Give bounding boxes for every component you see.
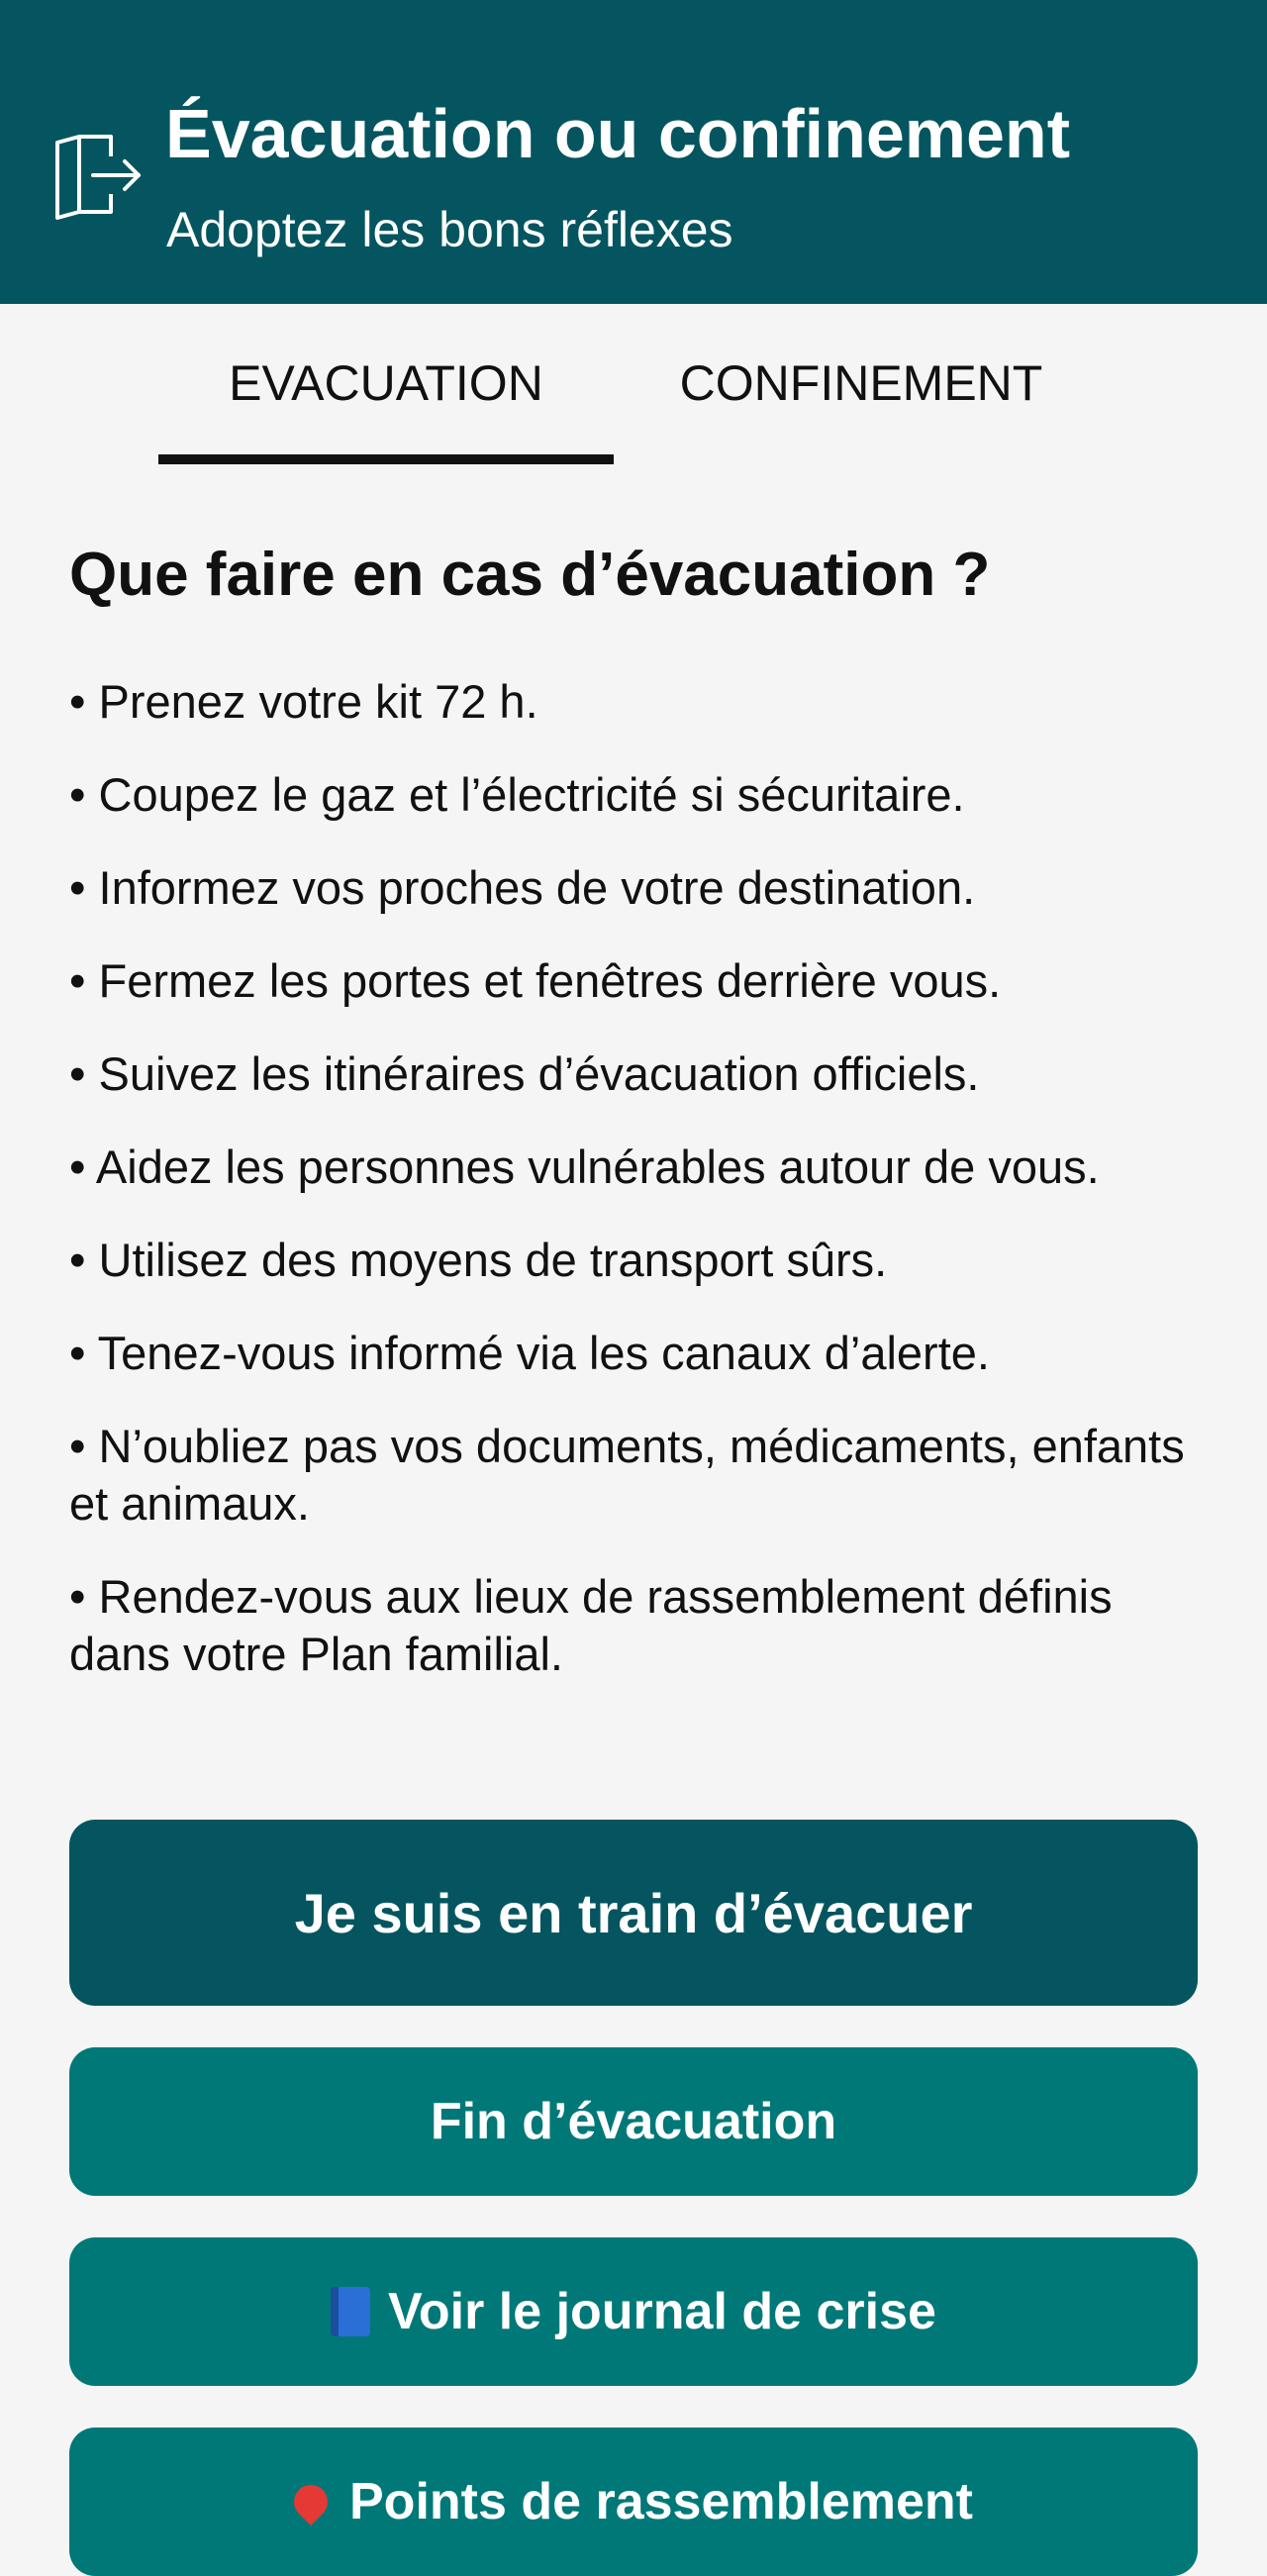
- list-item: • Utilisez des moyens de transport sûrs.: [69, 1234, 888, 1286]
- app-header: [0, 0, 1267, 304]
- list-item: • Aidez les personnes vulnérables autour de vous.: [69, 1140, 1100, 1193]
- map-pin-icon: [287, 2478, 335, 2526]
- section-title: Que faire en cas d’évacuation ?: [69, 541, 991, 609]
- crisis-journal-button[interactable]: [69, 2237, 1198, 2386]
- list-item: • N’oubliez pas vos documents, médicaments, enfants et animaux.: [69, 1420, 1185, 1530]
- list-item: • Fermez les portes et fenêtres derrière vous.: [69, 954, 1002, 1007]
- list-item: • Coupez le gaz et l’électricité si sécuritaire.: [69, 768, 965, 821]
- end-evacuation-button[interactable]: [69, 2047, 1198, 2196]
- tab-selected-indicator: [158, 454, 614, 464]
- tab-bar: [0, 304, 1267, 462]
- list-item: • Prenez votre kit 72 h.: [69, 675, 538, 728]
- book-icon: [331, 2287, 370, 2336]
- tab-evacuation[interactable]: EVACUATION: [229, 355, 543, 411]
- list-item: • Tenez-vous informé via les canaux d’alerte.: [69, 1327, 990, 1379]
- page-title: Évacuation ou confinement: [165, 95, 1070, 172]
- end-evacuation-button-label: Fin d’évacuation: [430, 2093, 837, 2150]
- evacuating-button[interactable]: [69, 1820, 1198, 2006]
- gathering-points-button-label: Points de rassemblement: [349, 2473, 973, 2530]
- list-item: • Rendez-vous aux lieux de rassemblement définis dans votre Plan familial.: [69, 1570, 1113, 1680]
- evacuation-instructions-list: [69, 673, 1218, 1719]
- tab-confinement[interactable]: CONFINEMENT: [679, 355, 1043, 411]
- page-subtitle: Adoptez les bons réflexes: [166, 202, 733, 257]
- list-item: • Suivez les itinéraires d’évacuation officiels.: [69, 1047, 980, 1100]
- list-item: • Informez vos proches de votre destination.: [69, 861, 976, 914]
- exit-door-icon: [49, 129, 145, 224]
- evacuating-button-label: Je suis en train d’évacuer: [294, 1881, 973, 1944]
- crisis-journal-button-label: Voir le journal de crise: [388, 2283, 936, 2340]
- gathering-points-button[interactable]: [69, 2427, 1198, 2576]
